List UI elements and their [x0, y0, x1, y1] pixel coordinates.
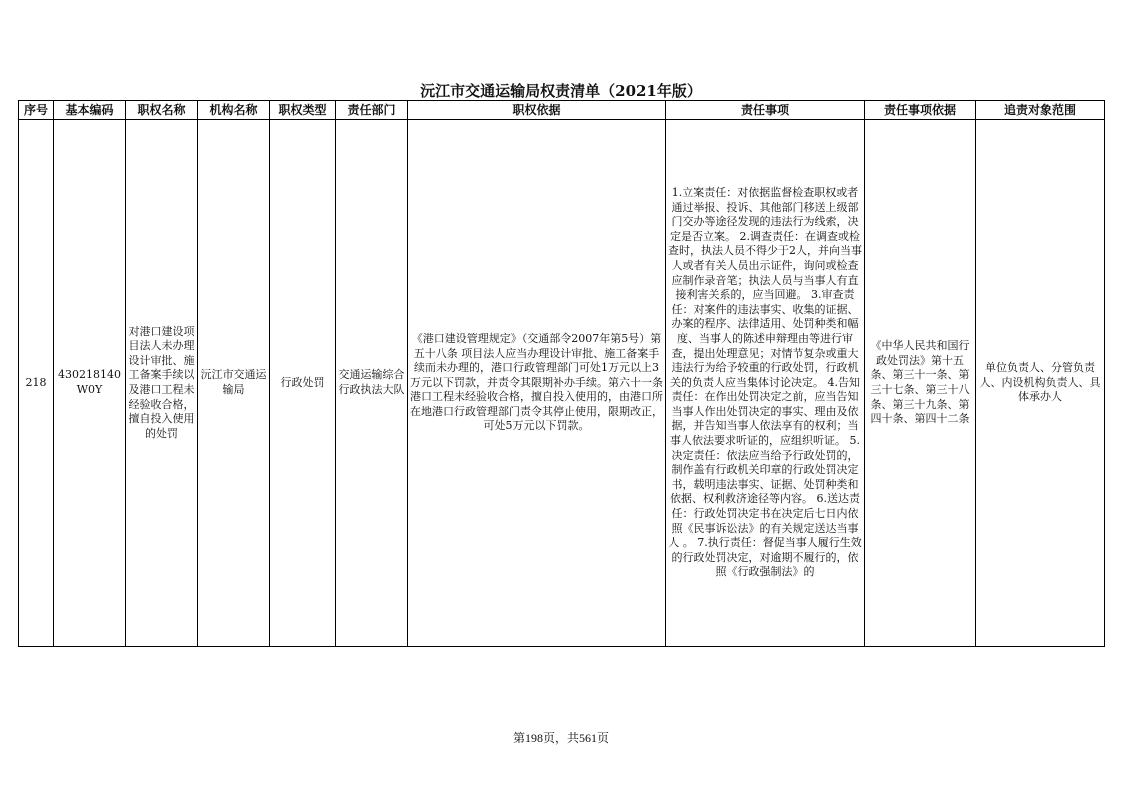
cell-seq: 218	[19, 120, 54, 647]
header-basis: 职权依据	[408, 101, 666, 120]
table-row	[19, 120, 1105, 647]
header-duties: 责任事项	[666, 101, 865, 120]
cell-accountability: 单位负责人、分管负责人、内设机构负责人、具体承办人	[976, 120, 1105, 647]
cell-dept: 交通运输综合行政执法大队	[336, 120, 408, 647]
header-seq: 序号	[19, 101, 54, 120]
header-accountability: 追责对象范围	[976, 101, 1105, 120]
cell-power-type: 行政处罚	[270, 120, 336, 647]
responsibility-table	[18, 100, 1105, 647]
cell-code: 430218140W0Y	[54, 120, 126, 647]
header-org-name: 机构名称	[198, 101, 270, 120]
cell-power-name: 对港口建设项目法人未办理设计审批、施工备案手续以及港口工程未经验收合格，擅自投入使用的处罚	[126, 120, 198, 647]
header-dept: 责任部门	[336, 101, 408, 120]
cell-duties: 1.立案责任：对依据监督检查职权或者通过举报、投诉、其他部门移送上级部门交办等途径发现的违法行为线索，决定是否立案。 2.调查责任：在调查或检查时，执法人员不得少于2人，并向当事人或者有关人员出示证件，询问或检查应制作录音笔；执法人员与当事人有直接利害关系的，应当回避。 3.审查责任：对案件的违法事实、收集的证据、办案的程序、法律适用、处罚种类和幅度、当事人的陈述申辩理由等进行审查，提出处理意见；对情节复杂或重大违法行为给予较重的行政处罚，行政机关的负责人应当集体讨论决定。 4.告知责任：在作出处罚决定之前，应当告知当事人作出处罚决定的事实、理由及依据，并告知当事人依法享有的权利；当事人依法要求听证的，应组织听证。 5.决定责任：依法应当给予行政处罚的，制作盖有行政机关印章的行政处罚决定书，载明违法事实、证据、处罚种类和依据、权利救济途径等内容。 6.送达责任：行政处罚决定书在决定后七日内依照《民事诉讼法》的有关规定送达当事人 。 7.执行责任：督促当事人履行生效的行政处罚决定，对逾期不履行的，依照《行政强制法》的	[666, 120, 865, 647]
header-code: 基本编码	[54, 101, 126, 120]
cell-basis: 《港口建设管理规定》（交通部令2007年第5号）第五十八条 项目法人应当办理设计审批、施工备案手续而未办理的，港口行政管理部门可处1万元以上3万元以下罚款，并责令其限期补办手续。第六十一条 港口工程未经验收合格，擅自投入使用的，由港口所在地港口行政管理部门责令其停止使用，限期改正，可处5万元以下罚款。	[408, 120, 666, 647]
header-duty-basis: 责任事项依据	[865, 101, 976, 120]
header-power-name: 职权名称	[126, 101, 198, 120]
header-row	[19, 101, 1105, 120]
cell-org-name: 沅江市交通运输局	[198, 120, 270, 647]
header-power-type: 职权类型	[270, 101, 336, 120]
cell-duty-basis: 《中华人民共和国行政处罚法》第十五条、第三十一条、第三十七条、第三十八条、第三十九条、第四十条、第四十二条	[865, 120, 976, 647]
page-number: 第198页，共561页	[512, 731, 609, 745]
page-title: 沅江市交通运输局权责清单（2021年版）	[420, 82, 702, 100]
